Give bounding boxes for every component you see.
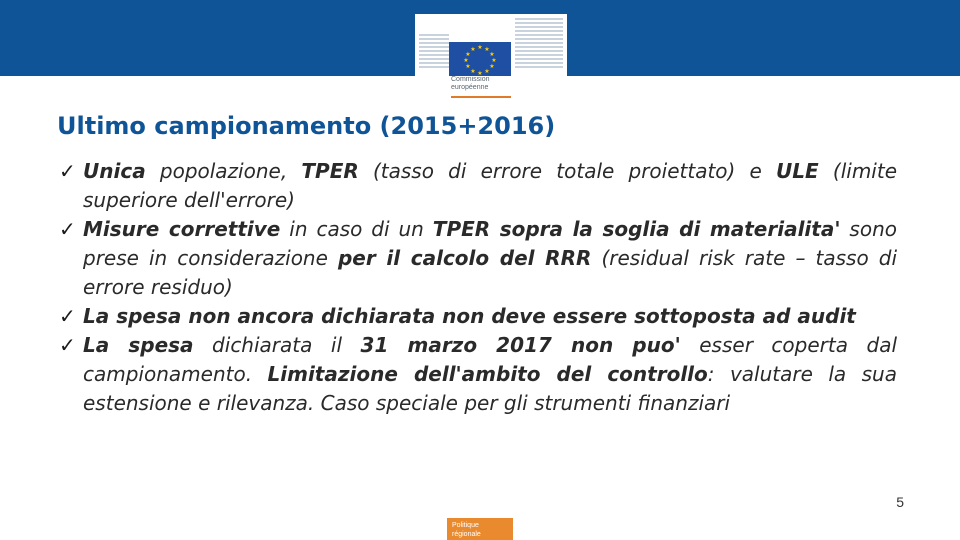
svg-text:★: ★ xyxy=(465,63,471,70)
bullet-text: esser coperta dal campionamento. xyxy=(83,333,898,386)
bullet-item xyxy=(57,302,897,331)
european-commission-logo xyxy=(415,14,567,100)
svg-text:★: ★ xyxy=(470,68,476,75)
logo-text-line1: Commission xyxy=(451,76,490,83)
bullet-text-emphasis: ULE xyxy=(776,159,819,183)
logo-text xyxy=(451,76,490,92)
checkmark-icon: ✓ xyxy=(59,217,76,241)
svg-text:★: ★ xyxy=(484,68,490,75)
svg-text:★: ★ xyxy=(489,63,495,70)
bullet-text-emphasis: Unica xyxy=(83,159,146,183)
page-number: 5 xyxy=(896,494,904,510)
bullet-item xyxy=(57,215,897,302)
bullet-item xyxy=(57,157,897,215)
footer-tag xyxy=(447,518,513,540)
logo-text-line2: européenne xyxy=(451,84,489,91)
bullet-text: popolazione, xyxy=(145,159,302,183)
bullet-text-emphasis: TPER xyxy=(301,159,359,183)
footer-tag-line1: Politique xyxy=(452,522,479,529)
bullet-text: (tasso di errore totale proiettato) e xyxy=(358,159,777,183)
logo-graphic xyxy=(415,14,567,100)
svg-text:★: ★ xyxy=(477,70,483,77)
bullet-list xyxy=(57,157,897,418)
svg-text:★: ★ xyxy=(463,57,469,64)
bullet-text-emphasis: La spesa non ancora dichiarata non deve essere sottoposta ad audit xyxy=(83,304,856,328)
bullet-text: sono prese in considerazione xyxy=(83,217,897,270)
bullet-item xyxy=(57,331,897,418)
svg-text:★: ★ xyxy=(484,46,490,53)
bullet-text-emphasis: Limitazione dell'ambito del controllo xyxy=(267,362,708,386)
checkmark-icon: ✓ xyxy=(59,304,76,328)
svg-text:★: ★ xyxy=(477,44,483,51)
bullet-text-emphasis: La spesa xyxy=(83,333,194,357)
footer-tag-line2: régionale xyxy=(452,531,481,538)
footer-tag-text xyxy=(452,521,512,539)
svg-text:★: ★ xyxy=(489,51,495,58)
checkmark-icon: ✓ xyxy=(59,333,76,357)
bullet-text: dichiarata il xyxy=(193,333,361,357)
bullet-text: : valutare la sua estensione e rilevanza. Caso speciale per gli strumenti finanziari xyxy=(83,362,897,415)
bullet-text: in caso di un xyxy=(280,217,433,241)
bullet-text-emphasis: 31 marzo 2017 non puo' xyxy=(360,333,681,357)
checkmark-icon: ✓ xyxy=(59,159,76,183)
bullet-text-emphasis: per il calcolo del RRR xyxy=(337,246,592,270)
logo-underline xyxy=(451,96,511,98)
svg-text:★: ★ xyxy=(491,57,497,64)
svg-text:★: ★ xyxy=(470,46,476,53)
slide-title: Ultimo campionamento (2015+2016) xyxy=(57,112,556,140)
bullet-text: (limite superiore dell'errore) xyxy=(83,159,897,212)
bullet-text-emphasis: Misure correttive xyxy=(83,217,281,241)
bullet-text-emphasis: TPER sopra la soglia di materialita' xyxy=(432,217,841,241)
bullet-text: (residual risk rate – tasso di errore residuo) xyxy=(83,246,898,299)
svg-text:★: ★ xyxy=(465,51,471,58)
